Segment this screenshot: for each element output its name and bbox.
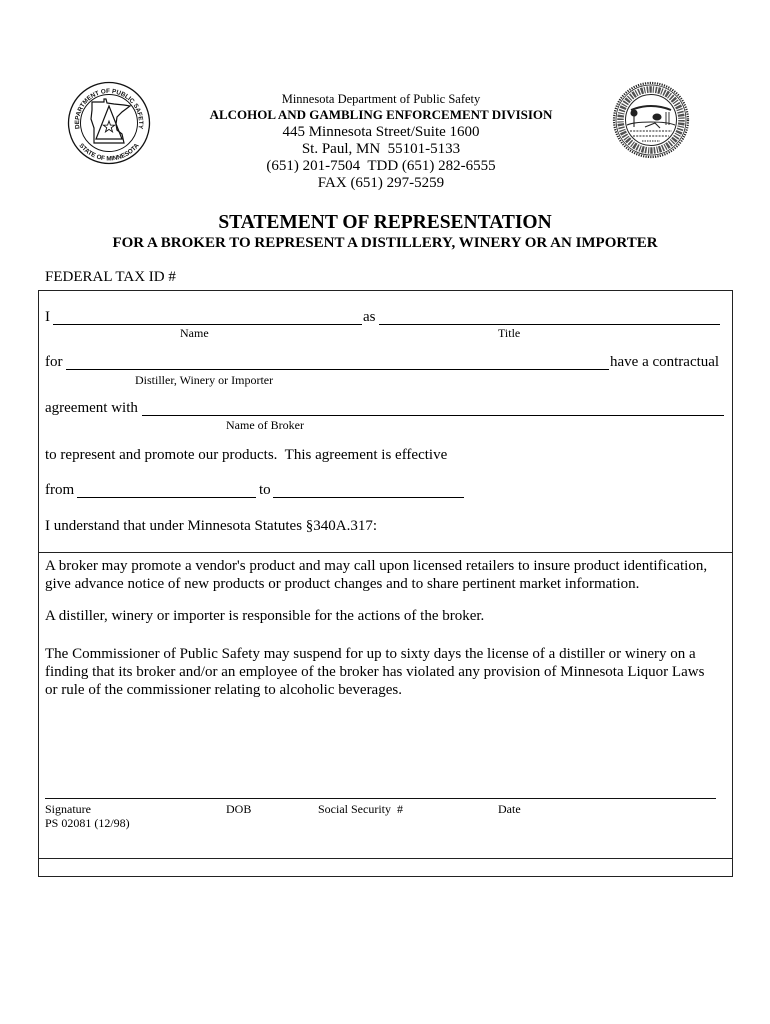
page-subtitle: FOR A BROKER TO REPRESENT A DISTILLERY, WINERY OR AN IMPORTER bbox=[112, 235, 658, 251]
statute-paragraph-line: A broker may promote a vendor's product and may call upon licensed retailers to insure product identification, bbox=[45, 558, 708, 574]
statute-paragraph-line: The Commissioner of Public Safety may suspend for up to sixty days the license of a distiller or winery on a bbox=[45, 646, 696, 662]
name-caption: Name bbox=[180, 326, 209, 340]
date-label: Date bbox=[498, 802, 521, 816]
footer-divider bbox=[38, 858, 733, 859]
title-field[interactable] bbox=[379, 310, 720, 325]
dob-field[interactable] bbox=[226, 782, 311, 798]
from-label: from bbox=[45, 482, 75, 498]
signature-field[interactable] bbox=[45, 782, 220, 798]
address-street: 445 Minnesota Street/Suite 1600 bbox=[282, 124, 480, 140]
seal-top-lettering: DEPARTMENT OF PUBLIC SAFETY bbox=[73, 87, 145, 130]
represent-text: to represent and promote our products. This agreement is effective bbox=[45, 447, 448, 463]
to-date-field[interactable] bbox=[273, 483, 464, 498]
i-label: I bbox=[45, 309, 50, 325]
as-label: as bbox=[363, 309, 376, 325]
company-field[interactable] bbox=[66, 355, 609, 370]
seal-bottom-lettering: STATE OF MINNESOTA bbox=[77, 142, 141, 163]
understand-text: I understand that under Minnesota Statutes §340A.317: bbox=[45, 518, 378, 534]
for-label: for bbox=[45, 354, 63, 370]
address-city: St. Paul, MN 55101-5133 bbox=[301, 141, 461, 157]
ssn-label: Social Security # bbox=[318, 802, 403, 816]
date-field[interactable] bbox=[498, 782, 716, 798]
broker-field[interactable] bbox=[142, 401, 724, 416]
broker-caption: Name of Broker bbox=[226, 418, 304, 432]
agreement-label: agreement with bbox=[45, 400, 138, 416]
name-field[interactable] bbox=[53, 310, 362, 325]
ssn-field[interactable] bbox=[318, 782, 490, 798]
signature-line bbox=[45, 798, 716, 799]
statute-paragraph-line: give advance notice of new products or product changes and to share pertinent market information. bbox=[45, 576, 640, 592]
section-divider bbox=[38, 552, 733, 553]
page-title: STATEMENT OF REPRESENTATION bbox=[218, 212, 552, 233]
dob-label: DOB bbox=[226, 802, 252, 816]
fax-number: FAX (651) 297-5259 bbox=[317, 175, 445, 191]
contractual-label: have a contractual bbox=[610, 354, 720, 370]
statute-paragraph-line: or rule of the commissioner relating to alcoholic beverages. bbox=[45, 682, 402, 698]
form-number: PS 02081 (12/98) bbox=[45, 816, 130, 830]
division-name: ALCOHOL AND GAMBLING ENFORCEMENT DIVISION bbox=[209, 107, 553, 122]
from-date-field[interactable] bbox=[77, 483, 256, 498]
to-label: to bbox=[259, 482, 271, 498]
statute-paragraph-line: finding that its broker and/or an employee of the broker has violated any provision of Minnesota Liquor Laws bbox=[45, 664, 705, 680]
company-caption: Distiller, Winery or Importer bbox=[135, 373, 274, 387]
signature-label: Signature bbox=[45, 802, 91, 816]
phone-numbers: (651) 201-7504 TDD (651) 282-6555 bbox=[266, 158, 496, 174]
title-caption: Title bbox=[498, 326, 521, 340]
federal-tax-id-label: FEDERAL TAX ID # bbox=[45, 269, 176, 285]
statute-paragraph-line: A distiller, winery or importer is responsible for the actions of the broker. bbox=[45, 608, 485, 624]
department-name: Minnesota Department of Public Safety bbox=[281, 92, 481, 106]
